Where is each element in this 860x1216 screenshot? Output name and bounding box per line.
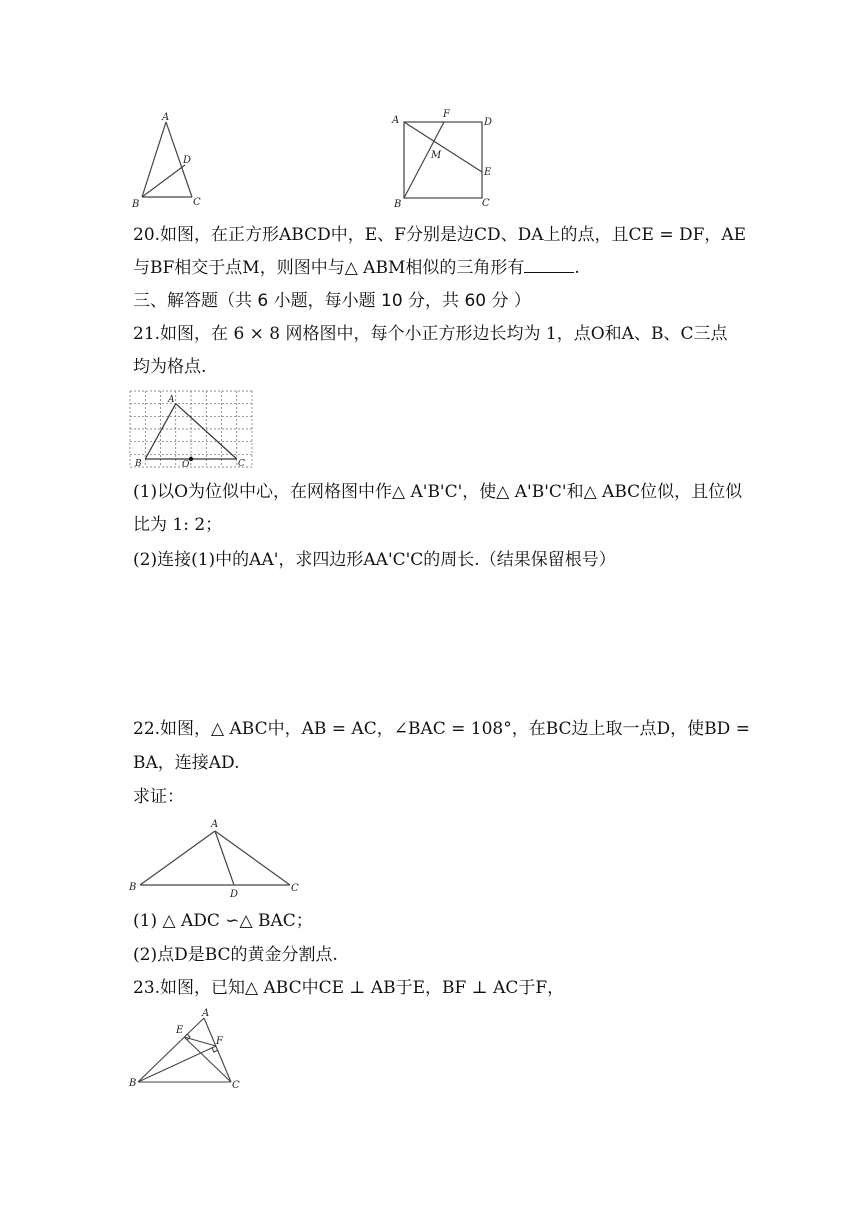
q20-line2-text: 与BF相交于点M，则图中与△ ABM相似的三角形有 xyxy=(133,258,525,278)
q20-line1: 20.如图，在正方形ABCD中，E、F分别是边CD、DA上的点，且CE = DF，AE xyxy=(133,225,747,245)
q21-part1-line2: 比为 1: 2； xyxy=(133,515,223,535)
figure-q20-square xyxy=(388,106,498,210)
q22-part1: (1) △ ADC ∽△ BAC； xyxy=(133,911,313,931)
label-A: A xyxy=(168,395,175,405)
label-F: F xyxy=(443,109,450,120)
q22-line1: 22.如图，△ ABC中，AB = AC，∠BAC = 108°，在BC边上取一点D，使BD = xyxy=(133,719,750,739)
label-A: A xyxy=(392,115,400,126)
figure-q19-triangle xyxy=(130,108,220,208)
q22-prove: 求证： xyxy=(133,787,184,807)
label-C: C xyxy=(193,197,201,208)
q20-line2 xyxy=(133,257,580,279)
q21-part1-line1: (1)以O为位似中心，在网格图中作△ A'B'C'，使△ A'B'C'和△ ABC位似，且位似 xyxy=(133,482,743,502)
label-F: F xyxy=(216,1036,223,1047)
label-D: D xyxy=(484,117,493,128)
label-A: A xyxy=(211,819,219,830)
label-B: B xyxy=(135,459,142,469)
q21-line1: 21.如图，在 6 × 8 网格图中，每个小正方形边长均为 1，点O和A、B、C三点 xyxy=(133,324,728,344)
q21-part2: (2)连接(1)中的AA'，求四边形AA'C'C的周长.（结果保留根号） xyxy=(133,550,616,570)
figure-q21-grid xyxy=(130,391,254,471)
q22-line2: BA，连接AD. xyxy=(133,753,240,773)
label-E: E xyxy=(176,1025,184,1036)
label-A: A xyxy=(162,112,170,123)
label-E: E xyxy=(484,167,492,178)
q20-line2-end: . xyxy=(574,258,580,278)
q23-line1: 23.如图，已知△ ABC中CE ⊥ AB于E，BF ⊥ AC于F， xyxy=(133,978,565,998)
label-B: B xyxy=(394,199,402,210)
label-B: B xyxy=(129,1078,137,1089)
label-D: D xyxy=(230,889,239,900)
label-B: B xyxy=(129,882,137,893)
label-C: C xyxy=(482,198,490,209)
figure-q23-triangle xyxy=(128,1008,248,1094)
label-B: B xyxy=(132,199,140,210)
label-C: C xyxy=(291,883,299,894)
answer-blank[interactable] xyxy=(524,258,574,273)
label-M: M xyxy=(431,150,442,161)
figure-q22-triangle xyxy=(128,818,308,900)
q21-line2: 均为格点. xyxy=(133,357,207,377)
label-C: C xyxy=(238,459,245,469)
label-A: A xyxy=(202,1008,210,1019)
label-O: O xyxy=(182,460,190,470)
label-D: D xyxy=(183,155,192,166)
q22-part2: (2)点D是BC的黄金分割点. xyxy=(133,945,338,965)
section3-heading: 三、解答题（共 6 小题，每小题 10 分，共 60 分 ） xyxy=(133,291,531,311)
label-C: C xyxy=(232,1080,240,1091)
